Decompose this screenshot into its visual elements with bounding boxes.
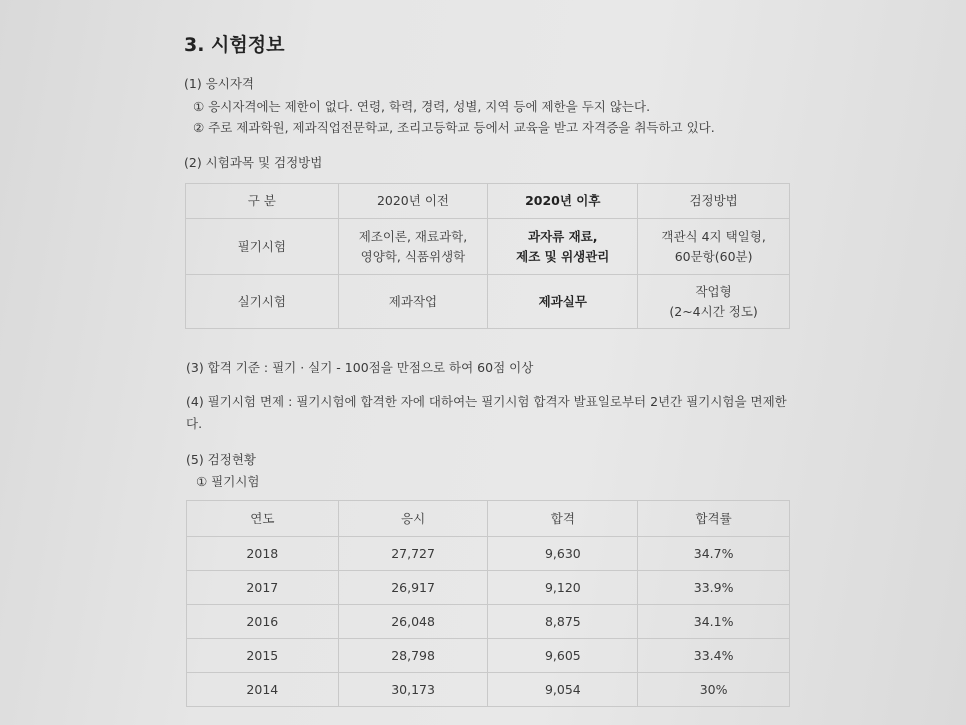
eligibility-item-2: ② 주로 제과학원, 제과직업전문학교, 조리고등학교 등에서 교육을 받고 자격증을 취득하고 있다. xyxy=(193,120,715,135)
applicants-cell: 30,173 xyxy=(338,673,488,707)
pass-rate-cell: 33.4% xyxy=(638,639,790,673)
pass-criteria: (3) 합격 기준 : 필기 · 실기 - 100점을 만점으로 하여 60점 이상 xyxy=(186,360,534,375)
header-after-2020: 2020년 이후 xyxy=(488,184,638,219)
eligibility-item-1: ① 응시자격에는 제한이 없다. 연령, 학력, 경력, 성별, 지역 등에 제한을 두지 않는다. xyxy=(193,99,651,114)
practical-method-line-2: (2~4시간 정도) xyxy=(669,303,758,319)
passed-cell: 9,120 xyxy=(488,571,638,605)
exemption-line-1: (4) 필기시험 면제 : 필기시험에 합격한 자에 대하여는 필기시험 합격자 발표일로부터 2년간 필기시험을 면제한 xyxy=(186,394,787,409)
year-cell: 2018 xyxy=(187,537,339,571)
status-subheading: ① 필기시험 xyxy=(196,474,260,489)
written-before-line-1: 제조이론, 재료과학, xyxy=(358,228,468,244)
pass-rate-cell: 30% xyxy=(638,673,790,707)
applicants-cell: 27,727 xyxy=(338,537,488,571)
header-before-2020: 2020년 이전 xyxy=(338,184,488,219)
passed-cell: 9,630 xyxy=(488,537,638,571)
practical-exam-row xyxy=(186,275,790,329)
header-passed: 합격 xyxy=(488,501,638,537)
written-after-line-2: 제조 및 위생관리 xyxy=(516,248,610,264)
table-row xyxy=(187,673,790,707)
written-method-line-2: 60문항(60분) xyxy=(674,248,753,264)
practical-after: 제과실무 xyxy=(488,275,638,329)
stats-header-row xyxy=(187,501,790,537)
applicants-cell: 28,798 xyxy=(338,639,488,673)
year-cell: 2014 xyxy=(187,673,339,707)
year-cell: 2015 xyxy=(187,639,339,673)
written-exam-row xyxy=(186,219,790,275)
written-exam-stats-table xyxy=(186,500,790,707)
eligibility-heading: (1) 응시자격 xyxy=(184,76,254,91)
passed-cell: 8,875 xyxy=(488,605,638,639)
header-pass-rate: 합격률 xyxy=(638,501,790,537)
written-before xyxy=(338,219,488,275)
written-after-line-1: 과자류 재료, xyxy=(528,228,598,244)
header-applicants: 응시 xyxy=(338,501,488,537)
table-row xyxy=(187,571,790,605)
written-method-line-1: 객관식 4지 택일형, xyxy=(661,228,766,244)
header-method: 검정방법 xyxy=(638,184,790,219)
year-cell: 2016 xyxy=(187,605,339,639)
applicants-cell: 26,048 xyxy=(338,605,488,639)
section-title: 3. 시험정보 xyxy=(184,34,285,56)
pass-rate-cell: 34.7% xyxy=(638,537,790,571)
subjects-header-row xyxy=(186,184,790,219)
practical-before: 제과작업 xyxy=(338,275,488,329)
year-cell: 2017 xyxy=(187,571,339,605)
written-before-line-2: 영양학, 식품위생학 xyxy=(360,248,466,264)
written-after xyxy=(488,219,638,275)
applicants-cell: 26,917 xyxy=(338,571,488,605)
practical-method-line-1: 작업형 xyxy=(695,283,732,299)
passed-cell: 9,605 xyxy=(488,639,638,673)
status-heading: (5) 검정현황 xyxy=(186,452,256,467)
practical-label: 실기시험 xyxy=(186,275,339,329)
subjects-heading: (2) 시험과목 및 검정방법 xyxy=(184,155,323,170)
table-row xyxy=(187,605,790,639)
written-method xyxy=(638,219,790,275)
written-label: 필기시험 xyxy=(186,219,339,275)
pass-rate-cell: 34.1% xyxy=(638,605,790,639)
practical-method xyxy=(638,275,790,329)
exemption-line-2: 다. xyxy=(186,416,203,431)
pass-rate-cell: 33.9% xyxy=(638,571,790,605)
table-row xyxy=(187,537,790,571)
header-category: 구 분 xyxy=(186,184,339,219)
passed-cell: 9,054 xyxy=(488,673,638,707)
header-year: 연도 xyxy=(187,501,339,537)
subjects-table xyxy=(185,183,790,329)
table-row xyxy=(187,639,790,673)
